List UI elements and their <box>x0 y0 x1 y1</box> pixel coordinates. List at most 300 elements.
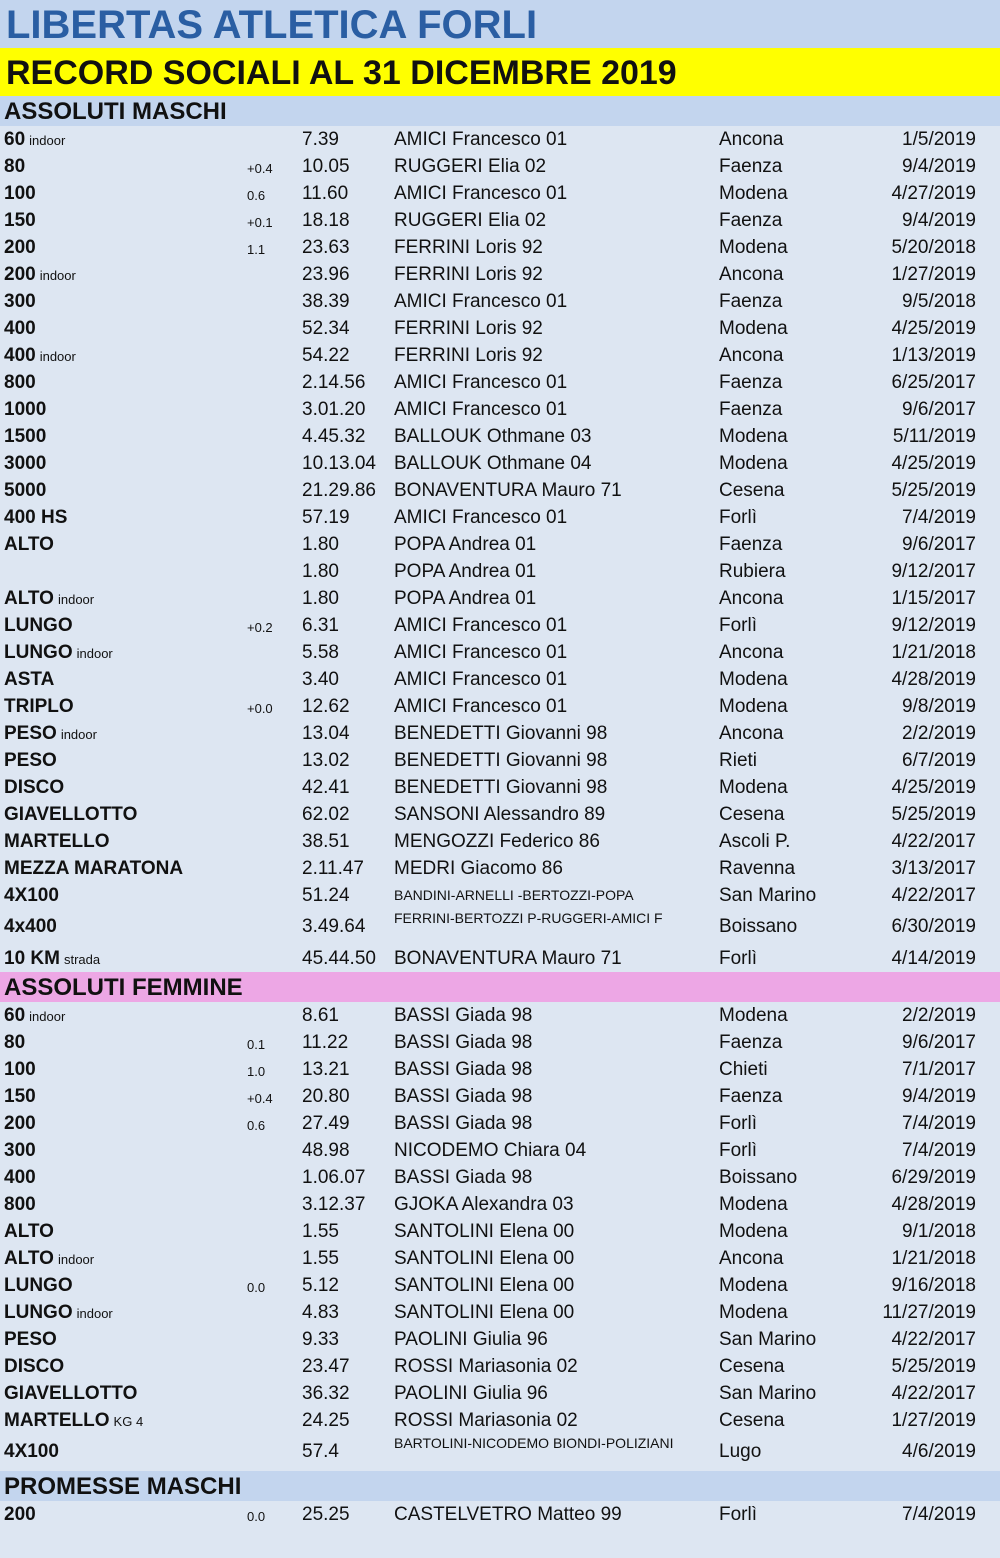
athlete-cell: BASSI Giada 98 <box>394 1032 533 1053</box>
table-row <box>0 450 1000 477</box>
event-cell: MARTELLO KG 4 <box>4 1410 144 1431</box>
event-cell: 200 <box>4 237 36 258</box>
athlete-cell: AMICI Francesco 01 <box>394 399 568 420</box>
table-row <box>0 1272 1000 1299</box>
place-cell: Lugo <box>719 1441 762 1462</box>
event-cell: 1500 <box>4 426 47 447</box>
event-note: indoor <box>76 1306 113 1321</box>
place-cell: Modena <box>719 1005 788 1026</box>
wind-cell: 1.0 <box>247 1064 266 1079</box>
table-row <box>0 1299 1000 1326</box>
wind-cell: +0.4 <box>247 1091 273 1106</box>
place-cell: Modena <box>719 426 788 447</box>
athlete-cell: BASSI Giada 98 <box>394 1086 533 1107</box>
date-cell: 6/7/2019 <box>902 750 976 771</box>
performance-cell: 23.96 <box>302 264 350 285</box>
table-row <box>0 1245 1000 1272</box>
place-cell: San Marino <box>719 885 817 906</box>
table-row <box>0 909 1000 945</box>
performance-cell: 1.06.07 <box>302 1167 366 1188</box>
performance-cell: 45.44.50 <box>302 948 376 969</box>
event-cell: 80 <box>4 1032 26 1053</box>
athlete-cell: BASSI Giada 98 <box>394 1059 533 1080</box>
performance-cell: 11.22 <box>302 1032 349 1053</box>
place-cell: Modena <box>719 1221 788 1242</box>
table-row <box>0 1501 1000 1528</box>
date-cell: 4/22/2017 <box>891 1329 976 1350</box>
table-row <box>0 666 1000 693</box>
event-cell: ALTO <box>4 1221 54 1242</box>
athlete-cell: PAOLINI Giulia 96 <box>394 1329 548 1350</box>
date-cell: 2/2/2019 <box>902 723 976 744</box>
event-cell: DISCO <box>4 1356 65 1377</box>
performance-cell: 13.02 <box>302 750 350 771</box>
event-cell: LUNGO indoor <box>4 1302 113 1323</box>
wind-cell: 0.6 <box>247 188 266 203</box>
performance-cell: 3.01.20 <box>302 399 366 420</box>
event-note: indoor <box>76 646 113 661</box>
date-cell: 1/27/2019 <box>891 264 976 285</box>
event-note: indoor <box>29 133 66 148</box>
place-cell: Faenza <box>719 291 783 312</box>
event-cell: 200 <box>4 1113 36 1134</box>
place-cell: Ravenna <box>719 858 796 879</box>
date-cell: 7/1/2017 <box>902 1059 976 1080</box>
table-row <box>0 828 1000 855</box>
place-cell: Forlì <box>719 1140 757 1161</box>
performance-cell: 4.83 <box>302 1302 339 1323</box>
table-row <box>0 639 1000 666</box>
date-cell: 1/21/2018 <box>891 1248 976 1269</box>
date-cell: 7/4/2019 <box>902 1113 976 1134</box>
place-cell: Modena <box>719 453 788 474</box>
athlete-cell: AMICI Francesco 01 <box>394 696 568 717</box>
date-cell: 4/14/2019 <box>891 948 976 969</box>
place-cell: Modena <box>719 696 788 717</box>
athlete-cell: FERRINI Loris 92 <box>394 345 543 366</box>
athlete-cell: BASSI Giada 98 <box>394 1113 533 1134</box>
table-row <box>0 1083 1000 1110</box>
performance-cell: 18.18 <box>302 210 350 231</box>
event-cell: 4X100 <box>4 885 59 906</box>
section-header: ASSOLUTI MASCHI <box>0 96 1000 126</box>
place-cell: Faenza <box>719 372 783 393</box>
table-row <box>0 234 1000 261</box>
table-row <box>0 1380 1000 1407</box>
date-cell: 4/22/2017 <box>891 885 976 906</box>
athlete-cell: BANDINI-ARNELLI -BERTOZZI-POPA <box>394 887 634 903</box>
event-note: indoor <box>57 592 95 607</box>
event-cell: 5000 <box>4 480 47 501</box>
date-cell: 11/27/2019 <box>882 1302 976 1323</box>
event-cell: ALTO indoor <box>4 588 95 609</box>
wind-cell: +0.4 <box>247 161 273 176</box>
event-cell: 800 <box>4 1194 36 1215</box>
place-cell: Cesena <box>719 480 785 501</box>
table-row <box>0 1056 1000 1083</box>
performance-cell: 52.34 <box>302 318 350 339</box>
athlete-cell: BASSI Giada 98 <box>394 1167 533 1188</box>
table-row <box>0 180 1000 207</box>
event-cell: GIAVELLOTTO <box>4 1383 138 1404</box>
table-row <box>0 1137 1000 1164</box>
performance-cell: 4.45.32 <box>302 426 366 447</box>
table-row <box>0 1407 1000 1434</box>
athlete-cell: AMICI Francesco 01 <box>394 291 568 312</box>
event-cell: 150 <box>4 1086 36 1107</box>
table-row <box>0 720 1000 747</box>
place-cell: Rubiera <box>719 561 786 582</box>
performance-cell: 25.25 <box>302 1504 350 1525</box>
date-cell: 1/15/2017 <box>891 588 976 609</box>
athlete-cell: BALLOUK Othmane 04 <box>394 453 592 474</box>
date-cell: 5/25/2019 <box>891 804 976 825</box>
table-row <box>0 261 1000 288</box>
athlete-cell: BONAVENTURA Mauro 71 <box>394 948 622 969</box>
table-row <box>0 531 1000 558</box>
place-cell: San Marino <box>719 1383 817 1404</box>
athlete-cell: AMICI Francesco 01 <box>394 642 568 663</box>
place-cell: Modena <box>719 669 788 690</box>
athlete-cell: BENEDETTI Giovanni 98 <box>394 723 608 744</box>
wind-cell: 0.1 <box>247 1037 266 1052</box>
table-row <box>0 1110 1000 1137</box>
table-row <box>0 369 1000 396</box>
table-row <box>0 945 1000 972</box>
athlete-cell: AMICI Francesco 01 <box>394 669 568 690</box>
performance-cell: 9.33 <box>302 1329 339 1350</box>
performance-cell: 42.41 <box>302 777 350 798</box>
table-row <box>0 558 1000 585</box>
event-cell: 3000 <box>4 453 47 474</box>
section-header: ASSOLUTI FEMMINE <box>0 972 1000 1002</box>
wind-cell: +0.1 <box>247 215 273 230</box>
place-cell: Boissano <box>719 916 798 937</box>
athlete-cell: RUGGERI Elia 02 <box>394 156 547 177</box>
athlete-cell: BASSI Giada 98 <box>394 1005 533 1026</box>
event-cell: TRIPLO <box>4 696 74 717</box>
place-cell: Forlì <box>719 1113 757 1134</box>
date-cell: 1/13/2019 <box>891 345 976 366</box>
date-cell: 1/27/2019 <box>891 1410 976 1431</box>
date-cell: 3/13/2017 <box>891 858 976 879</box>
date-cell: 9/6/2017 <box>902 399 976 420</box>
date-cell: 9/4/2019 <box>902 1086 976 1107</box>
performance-cell: 51.24 <box>302 885 350 906</box>
place-cell: Modena <box>719 183 788 204</box>
performance-cell: 24.25 <box>302 1410 350 1431</box>
performance-cell: 13.21 <box>302 1059 350 1080</box>
place-cell: Modena <box>719 237 788 258</box>
table-row <box>0 153 1000 180</box>
event-cell: 4x400 <box>4 916 57 937</box>
place-cell: Chieti <box>719 1059 768 1080</box>
event-cell: 400 indoor <box>4 345 76 366</box>
place-cell: Modena <box>719 1302 788 1323</box>
athlete-cell: POPA Andrea 01 <box>394 561 537 582</box>
event-cell: LUNGO <box>4 615 73 636</box>
athlete-cell: AMICI Francesco 01 <box>394 615 568 636</box>
event-cell: 150 <box>4 210 36 231</box>
athlete-cell: SANTOLINI Elena 00 <box>394 1248 575 1269</box>
place-cell: Faenza <box>719 156 783 177</box>
athlete-cell: FERRINI Loris 92 <box>394 264 543 285</box>
date-cell: 5/11/2019 <box>892 426 976 447</box>
performance-cell: 12.62 <box>302 696 350 717</box>
performance-cell: 6.31 <box>302 615 339 636</box>
performance-cell: 2.14.56 <box>302 372 366 393</box>
event-cell: 300 <box>4 1140 36 1161</box>
athlete-cell: BENEDETTI Giovanni 98 <box>394 750 608 771</box>
place-cell: Modena <box>719 1275 788 1296</box>
table-row <box>0 477 1000 504</box>
performance-cell: 10.13.04 <box>302 453 376 474</box>
performance-cell: 23.63 <box>302 237 350 258</box>
event-note: indoor <box>60 727 97 742</box>
date-cell: 1/21/2018 <box>891 642 976 663</box>
place-cell: Forlì <box>719 1504 757 1525</box>
wind-cell: 1.1 <box>247 242 266 257</box>
date-cell: 7/4/2019 <box>902 1140 976 1161</box>
date-cell: 4/22/2017 <box>891 1383 976 1404</box>
event-cell: PESO <box>4 1329 57 1350</box>
table-row <box>0 288 1000 315</box>
performance-cell: 57.4 <box>302 1441 339 1462</box>
table-row <box>0 504 1000 531</box>
date-cell: 6/30/2019 <box>891 916 976 937</box>
place-cell: Ascoli P. <box>719 831 791 852</box>
athlete-cell: SANTOLINI Elena 00 <box>394 1302 575 1323</box>
records-sections <box>0 96 1000 1528</box>
event-cell: 400 <box>4 318 36 339</box>
wind-cell: 0.0 <box>247 1280 266 1295</box>
event-note: indoor <box>39 268 76 283</box>
event-note: indoor <box>29 1009 66 1024</box>
event-cell: LUNGO <box>4 1275 73 1296</box>
performance-cell: 21.29.86 <box>302 480 376 501</box>
table-row <box>0 207 1000 234</box>
table-row <box>0 126 1000 153</box>
athlete-cell: ROSSI Mariasonia 02 <box>394 1410 578 1431</box>
event-cell: 80 <box>4 156 26 177</box>
event-cell: 400 <box>4 1167 36 1188</box>
date-cell: 4/28/2019 <box>891 669 976 690</box>
performance-cell: 48.98 <box>302 1140 350 1161</box>
place-cell: Ancona <box>719 129 784 150</box>
performance-cell: 1.55 <box>302 1248 339 1269</box>
performance-cell: 1.80 <box>302 561 339 582</box>
event-cell: 10 KM strada <box>4 948 101 969</box>
performance-cell: 1.80 <box>302 588 339 609</box>
date-cell: 9/6/2017 <box>902 534 976 555</box>
date-cell: 9/4/2019 <box>902 156 976 177</box>
athlete-cell: SANTOLINI Elena 00 <box>394 1275 575 1296</box>
athlete-cell: BARTOLINI-NICODEMO BIONDI-POLIZIANI <box>394 1435 674 1451</box>
wind-cell: +0.0 <box>247 701 273 716</box>
event-cell: 300 <box>4 291 36 312</box>
event-cell: 100 <box>4 1059 36 1080</box>
table-row <box>0 396 1000 423</box>
place-cell: Modena <box>719 777 788 798</box>
table-row <box>0 855 1000 882</box>
event-cell: 4X100 <box>4 1441 59 1462</box>
table-row <box>0 612 1000 639</box>
performance-cell: 7.39 <box>302 129 339 150</box>
table-row <box>0 1164 1000 1191</box>
date-cell: 4/28/2019 <box>891 1194 976 1215</box>
table-row <box>0 1029 1000 1056</box>
event-cell: DISCO <box>4 777 65 798</box>
event-cell: ALTO <box>4 534 54 555</box>
event-cell: LUNGO indoor <box>4 642 113 663</box>
place-cell: Faenza <box>719 399 783 420</box>
place-cell: Faenza <box>719 210 783 231</box>
event-cell: ALTO indoor <box>4 1248 95 1269</box>
athlete-cell: MEDRI Giacomo 86 <box>394 858 563 879</box>
place-cell: Cesena <box>719 1356 785 1377</box>
performance-cell: 38.39 <box>302 291 350 312</box>
performance-cell: 2.11.47 <box>302 858 364 879</box>
place-cell: Faenza <box>719 1086 783 1107</box>
event-note: strada <box>63 952 101 967</box>
performance-cell: 23.47 <box>302 1356 350 1377</box>
table-row <box>0 1434 1000 1471</box>
date-cell: 9/5/2018 <box>902 291 976 312</box>
date-cell: 9/12/2017 <box>891 561 976 582</box>
place-cell: Faenza <box>719 534 783 555</box>
event-cell: 100 <box>4 183 36 204</box>
athlete-cell: AMICI Francesco 01 <box>394 183 568 204</box>
event-cell: ASTA <box>4 669 55 690</box>
performance-cell: 54.22 <box>302 345 350 366</box>
place-cell: Rieti <box>719 750 758 771</box>
athlete-cell: CASTELVETRO Matteo 99 <box>394 1504 622 1525</box>
place-cell: Ancona <box>719 345 784 366</box>
athlete-cell: POPA Andrea 01 <box>394 534 537 555</box>
performance-cell: 62.02 <box>302 804 350 825</box>
performance-cell: 11.60 <box>302 183 349 204</box>
event-cell: 1000 <box>4 399 47 420</box>
event-cell: MEZZA MARATONA <box>4 858 184 879</box>
date-cell: 6/29/2019 <box>891 1167 976 1188</box>
event-cell: 60 indoor <box>4 1005 66 1026</box>
place-cell: Modena <box>719 318 788 339</box>
date-cell: 9/6/2017 <box>902 1032 976 1053</box>
page-title: LIBERTAS ATLETICA FORLI <box>0 0 1000 48</box>
athlete-cell: RUGGERI Elia 02 <box>394 210 547 231</box>
event-cell: 800 <box>4 372 36 393</box>
date-cell: 2/2/2019 <box>902 1005 976 1026</box>
table-row <box>0 801 1000 828</box>
event-cell: PESO <box>4 750 57 771</box>
table-row <box>0 423 1000 450</box>
date-cell: 4/27/2019 <box>891 183 976 204</box>
place-cell: Faenza <box>719 1032 783 1053</box>
athlete-cell: BALLOUK Othmane 03 <box>394 426 592 447</box>
date-cell: 4/22/2017 <box>891 831 976 852</box>
date-cell: 9/1/2018 <box>902 1221 976 1242</box>
date-cell: 7/4/2019 <box>902 507 976 528</box>
date-cell: 5/20/2018 <box>891 237 976 258</box>
event-note: indoor <box>57 1252 95 1267</box>
athlete-cell: SANTOLINI Elena 00 <box>394 1221 575 1242</box>
performance-cell: 20.80 <box>302 1086 350 1107</box>
date-cell: 1/5/2019 <box>902 129 976 150</box>
athlete-cell: GJOKA Alexandra 03 <box>394 1194 574 1215</box>
place-cell: Forlì <box>719 507 757 528</box>
event-cell: 400 HS <box>4 507 68 528</box>
date-cell: 7/4/2019 <box>902 1504 976 1525</box>
performance-cell: 27.49 <box>302 1113 350 1134</box>
table-row <box>0 1191 1000 1218</box>
event-cell: PESO indoor <box>4 723 97 744</box>
athlete-cell: SANSONI Alessandro 89 <box>394 804 606 825</box>
performance-cell: 8.61 <box>302 1005 339 1026</box>
date-cell: 9/8/2019 <box>902 696 976 717</box>
date-cell: 5/25/2019 <box>891 480 976 501</box>
event-note: KG 4 <box>113 1414 144 1429</box>
wind-cell: +0.2 <box>247 620 273 635</box>
table-row <box>0 747 1000 774</box>
athlete-cell: FERRINI Loris 92 <box>394 237 543 258</box>
date-cell: 4/25/2019 <box>891 453 976 474</box>
place-cell: Forlì <box>719 615 757 636</box>
date-cell: 9/12/2019 <box>891 615 976 636</box>
place-cell: Modena <box>719 1194 788 1215</box>
event-cell: 60 indoor <box>4 129 66 150</box>
table-row <box>0 1218 1000 1245</box>
athlete-cell: POPA Andrea 01 <box>394 588 537 609</box>
place-cell: Ancona <box>719 588 784 609</box>
date-cell: 4/6/2019 <box>902 1441 976 1462</box>
performance-cell: 1.80 <box>302 534 339 555</box>
table-row <box>0 774 1000 801</box>
table-row <box>0 342 1000 369</box>
athlete-cell: AMICI Francesco 01 <box>394 372 568 393</box>
performance-cell: 57.19 <box>302 507 350 528</box>
athlete-cell: ROSSI Mariasonia 02 <box>394 1356 578 1377</box>
athlete-cell: BONAVENTURA Mauro 71 <box>394 480 622 501</box>
performance-cell: 13.04 <box>302 723 350 744</box>
athlete-cell: FERRINI Loris 92 <box>394 318 543 339</box>
performance-cell: 36.32 <box>302 1383 350 1404</box>
place-cell: San Marino <box>719 1329 817 1350</box>
place-cell: Ancona <box>719 264 784 285</box>
athlete-cell: AMICI Francesco 01 <box>394 129 568 150</box>
table-row <box>0 1326 1000 1353</box>
place-cell: Cesena <box>719 1410 785 1431</box>
place-cell: Ancona <box>719 1248 784 1269</box>
place-cell: Ancona <box>719 642 784 663</box>
athlete-cell: NICODEMO Chiara 04 <box>394 1140 587 1161</box>
athlete-cell: BENEDETTI Giovanni 98 <box>394 777 608 798</box>
date-cell: 6/25/2017 <box>891 372 976 393</box>
performance-cell: 3.49.64 <box>302 916 366 937</box>
performance-cell: 1.55 <box>302 1221 339 1242</box>
section-header: PROMESSE MASCHI <box>0 1471 1000 1501</box>
event-cell: MARTELLO <box>4 831 110 852</box>
page-subtitle: RECORD SOCIALI AL 31 DICEMBRE 2019 <box>0 48 1000 96</box>
place-cell: Ancona <box>719 723 784 744</box>
athlete-cell: PAOLINI Giulia 96 <box>394 1383 548 1404</box>
athlete-cell: FERRINI-BERTOZZI P-RUGGERI-AMICI F <box>394 910 663 926</box>
table-row <box>0 1353 1000 1380</box>
date-cell: 5/25/2019 <box>891 1356 976 1377</box>
event-cell: GIAVELLOTTO <box>4 804 138 825</box>
performance-cell: 3.12.37 <box>302 1194 366 1215</box>
table-row <box>0 882 1000 909</box>
table-row <box>0 1002 1000 1029</box>
